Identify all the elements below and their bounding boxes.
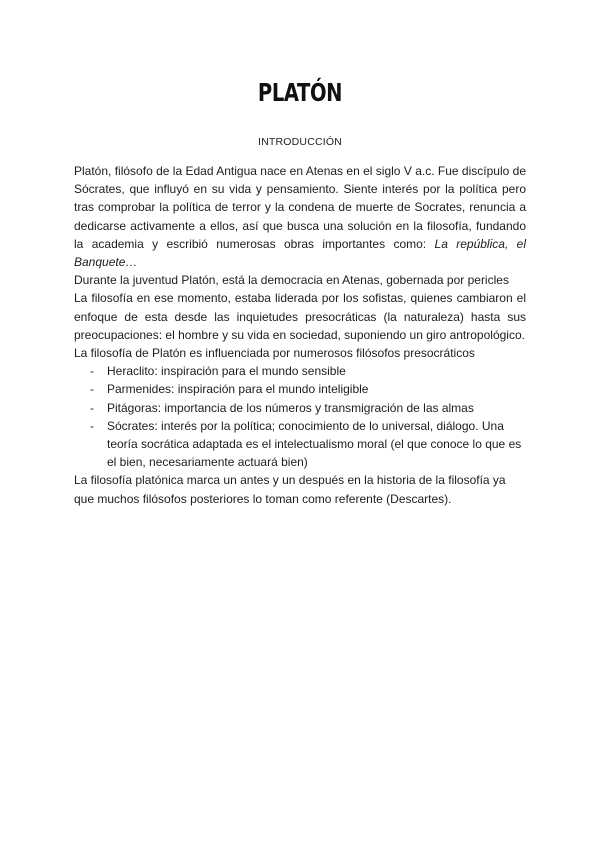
works-list: La república, el Banquete… [74, 236, 526, 270]
list-item [74, 362, 526, 380]
paragraph-intro-text: Platón, filósofo de la Edad Antigua nace en Atenas en el siglo V a.c. Fue discípulo de Sócrates, que influyó en su vida y pensamiento. Siente interés por la política pero tras comprobar la política de terror y la condena de muerte de Socrates, renuncia a dedicarse activamente a ellos, así que busca una solución en la filosofía, fundando la academia y escribió numerosas obras importantes como: [74, 164, 526, 251]
paragraph-democracy: Durante la juventud Platón, está la democracia en Atenas, gobernada por pericles [74, 273, 509, 288]
paragraph-conclusion: La filosofía platónica marca un antes y un después en la historia de la filosofía ya que muchos filósofos posteriores lo toman como referente (Descartes). [74, 473, 506, 506]
list-item-text: Parmenides: inspiración para el mundo inteligible [107, 382, 369, 397]
list-item-text: Pitágoras: importancia de los números y transmigración de las almas [107, 400, 474, 415]
list-item-text: Sócrates: interés por la política; conocimiento de lo universal, diálogo. Una teoría socrática adaptada es el intelectualismo moral (el que conoce lo que es el bien, necesariamente actuará bien) [107, 418, 522, 470]
bullet-dash: - [90, 418, 94, 433]
bullet-dash: - [90, 364, 94, 379]
list-item [74, 399, 526, 417]
bullet-dash: - [90, 400, 94, 415]
section-heading: INTRODUCCIÓN [257, 136, 343, 148]
paragraph-sophists: La filosofía en ese momento, estaba liderada por los sofistas, quienes cambiaron el enfoque de esta desde las inquietudes presocráticas (la naturaleza) hasta sus preocupaciones: el hombre y su vida en sociedad, suponiendo un giro antropológico. [74, 291, 526, 342]
list-item [74, 417, 526, 472]
paragraph-influences-intro: La filosofía de Platón es influenciada por numerosos filósofos presocráticos [74, 346, 475, 361]
list-item-text: Heraclito: inspiración para el mundo sensible [107, 364, 346, 379]
list-item [74, 380, 526, 398]
bullet-dash: - [90, 382, 94, 397]
influences-list [74, 362, 526, 471]
document-title: PLATÓN [257, 78, 343, 107]
paragraph-intro [74, 162, 526, 271]
document-body [74, 162, 526, 508]
